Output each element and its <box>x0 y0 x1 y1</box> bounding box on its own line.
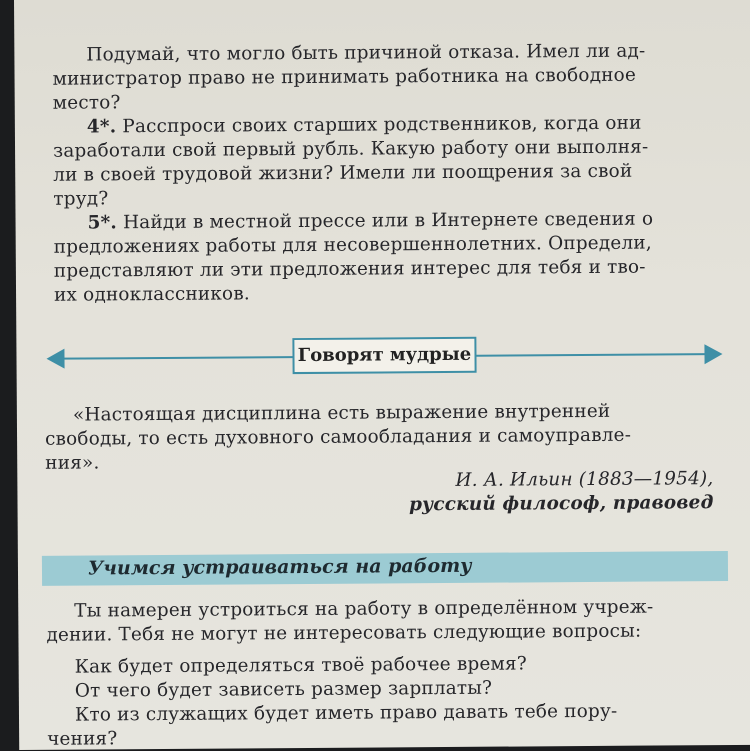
textbook-page <box>14 0 750 750</box>
intro-line-1: Ты намерен устроиться на работу в определённом учреж- <box>74 596 654 622</box>
quote-line-2: свободы, то есть духовного самообладания и самоуправле- <box>44 424 632 450</box>
task4-line-4: труд? <box>53 188 109 210</box>
question-3: Кто из служащих будет иметь право давать тебе пору- <box>74 700 618 726</box>
task5-line-4: их одноклассников. <box>53 283 250 306</box>
intro-line-2: дении. Тебя не могут не интересовать следующие вопросы: <box>46 620 642 646</box>
para1-line-2: министратор право не принимать работника на свободное <box>52 64 637 90</box>
question-3-cont: чения? <box>47 728 118 750</box>
question-1: Как будет определяться твоё рабочее время? <box>74 653 527 678</box>
quote-author: И. А. Ильин (1883—1954), <box>455 468 714 491</box>
task4-line-1 <box>87 112 642 139</box>
section-band <box>42 551 728 586</box>
task5-text-1: Найди в местной прессе или в Интернете сведения о <box>122 208 654 234</box>
wise-heading: Говорят мудрые <box>292 337 476 374</box>
quote-line-1: «Настоящая дисциплина есть выражение внутренней <box>72 400 611 426</box>
task5-line-3: представляют ли эти предложения интерес для тебя и тво- <box>53 256 646 282</box>
task5-line-2: предложениях работы для несовершеннолетних. Определи, <box>53 232 652 258</box>
quote-line-3: ния». <box>45 452 100 474</box>
para1-line-3: место? <box>52 92 121 114</box>
wise-divider <box>44 329 724 384</box>
task5-line-1 <box>87 208 653 235</box>
task4-text-1: Расспроси своих старших родственников, когда они <box>122 112 642 138</box>
task5-number: 5*. <box>87 212 118 234</box>
task4-number: 4*. <box>86 116 117 138</box>
para1-line-1: Подумай, что могло быть причиной отказа. Имел ли ад- <box>86 40 646 66</box>
section-heading: Учимся устраиваться на работу <box>87 554 472 580</box>
question-2: От чего будет зависеть размер зарплаты? <box>74 677 493 702</box>
task4-line-3: ли в своей трудовой жизни? Имели ли поощрения за свой <box>53 160 633 186</box>
arrow-right-icon <box>704 344 722 364</box>
task4-line-2: заработали свой первый рубль. Какую работу они выполня- <box>52 136 649 162</box>
arrow-left-icon <box>46 349 64 369</box>
quote-author-title: русский философ, правовед <box>409 492 714 516</box>
